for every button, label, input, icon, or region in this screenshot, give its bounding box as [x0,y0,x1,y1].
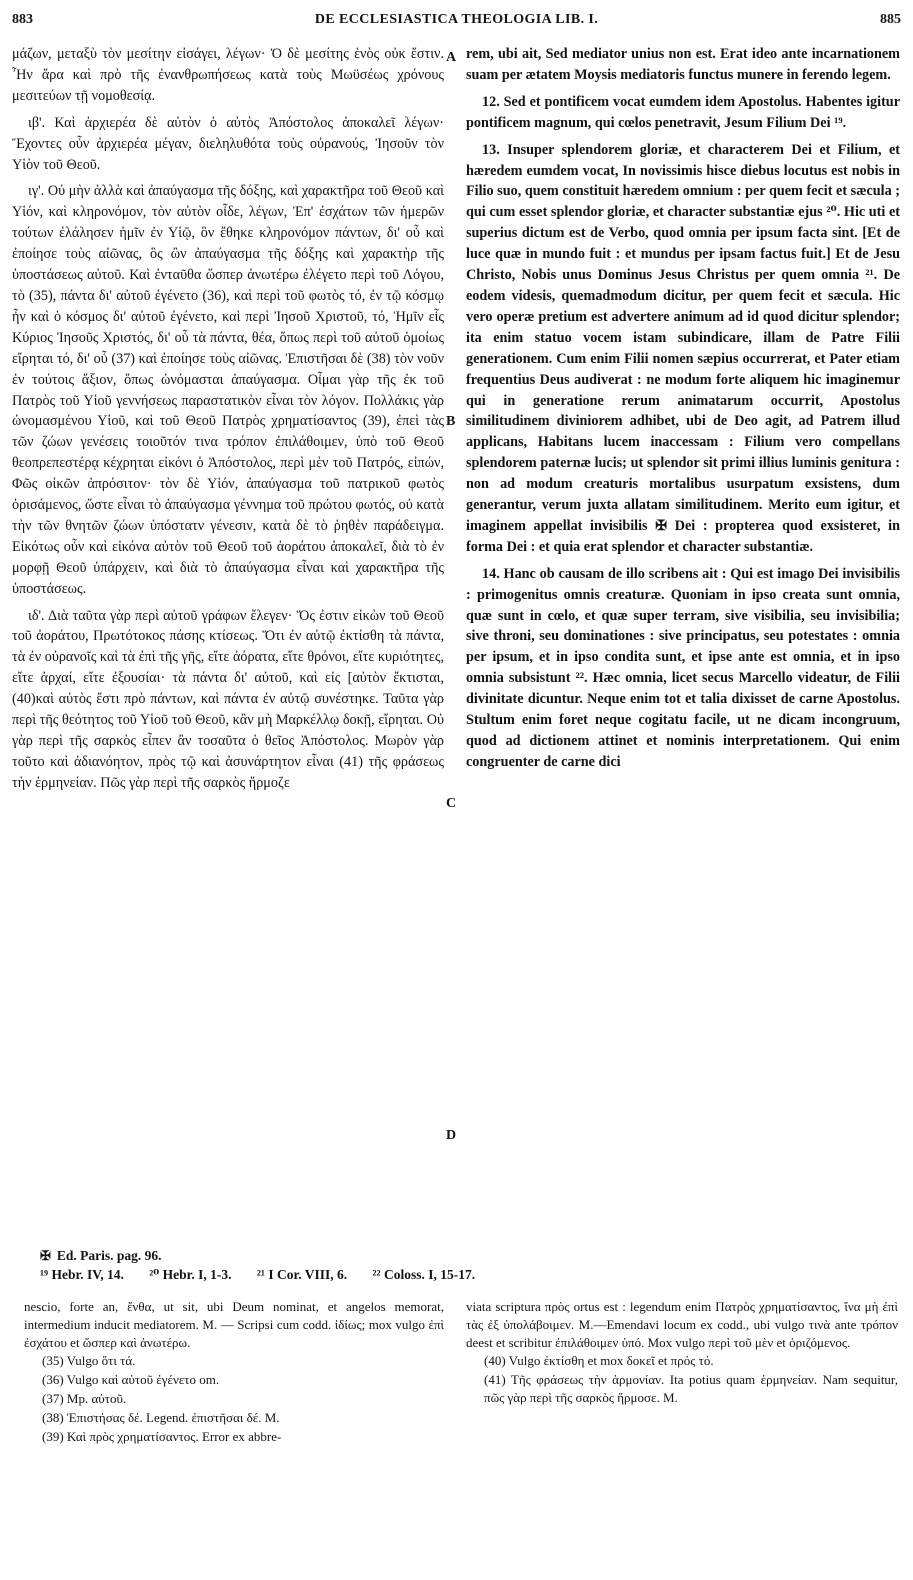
margin-marker: D [446,1128,457,1143]
footnote: (35) Vulgo ὅτι τά. [42,1353,136,1369]
page-number-right: 885 [880,12,901,27]
bible-reference: ²⁰ Hebr. I, 1-3. [149,1267,232,1282]
bible-reference: ²¹ I Cor. VIII, 6. [256,1267,348,1282]
bible-reference: ¹⁹ Hebr. IV, 14. [40,1267,124,1282]
scripture-references [40,1246,900,1284]
page-number-left: 883 [12,12,33,27]
latin-paragraph: rem, ubi ait, Sed mediator unius non est. Erat ideo ante incarnationem suam per ætatem Moysis mediatoris functus munere in ferendo legem. [466,46,900,83]
greek-column [12,44,444,800]
footnote: (39) Καὶ πρὸς χρηματίσαντος. Error ex abbre- [42,1428,282,1444]
footnote: (40) Vulgo ἐκτίσθη et mox δοκεῖ et πρός τό. [484,1353,714,1369]
edition-note: Ed. Paris. pag. 96. [56,1248,162,1263]
footnote: viata scriptura πρὸς ortus est : legendum enim Πατρὸς χρηματίσαντος, ἵνα μὴ ἐπὶ τὰς ἐξ ὑπολάβοιμεν. M.—Emendavi locum ex codd., ubi vulgo τινὰ ante τρόπον deest et scribitur ἐπιλάθοιμεν ὑπό. Mox vulgo περὶ τοῦ μὲν et ὁριζόμενος. [466,1299,898,1350]
running-header [12,12,901,34]
bible-reference: ²² Coloss. I, 15-17. [372,1267,476,1282]
greek-paragraph: ιδ'. Διὰ ταῦτα γὰρ περὶ αὐτοῦ γράφων ἔλεγεν· Ὅς ἐστιν εἰκὼν τοῦ Θεοῦ τοῦ ἀοράτου, Πρωτότοκος πάσης κτίσεως. Ὅτι ἐν αὐτῷ ἐκτίσθη τὰ πάντα, τὰ ἐν οὐρανοῖς καὶ τὰ ἐπὶ τῆς γῆς, εἴτε ἀόρατα, εἴτε θρόνοι, εἴτε κυριότητες, εἴτε ἀρχαί, εἴτε ἐξουσίαι· τὰ πάντα δι' αὐτοῦ, καὶ εἰς [αὐτὸν ἔκτισται, (40)καὶ αὐτὸς ἔστι πρὸ πάντων, καὶ πάντα ἐν αὐτῷ συνέστηκε. Ταῦτα γὰρ περὶ τῆς θεότητος τοῦ Υἱοῦ τοῦ Θεοῦ, κἂν μὴ Μαρκέλλῳ δοκῇ, εἴρηται. Οὐ γὰρ περὶ τῆς σαρκὸς εἶπεν ἂν τοσαῦτα ὁ θεῖος Ἀπόστολος. Μωρὸν γὰρ τοῦτο καὶ ἀδιανόητον, πρὸς τῷ καὶ ἀσυνάρτητον εἶναι (41) τῆς φράσεως τὴν ἑρμηνείαν. Πῶς γὰρ περὶ τῆς σαρκὸς ἥρμοζε [12,607,444,791]
greek-paragraph: ιβ'. Καὶ ἀρχιερέα δὲ αὐτὸν ὁ αὐτὸς Ἀπόστολος ἀποκαλεῖ λέγων· Ἔχοντες οὖν ἀρχιερέα μέγαν, διεληλυθότα τοὺς οὐρανούς, Ἰησοῦν τὸν Υἱὸν τοῦ Θεοῦ. [12,114,444,173]
latin-column [466,44,900,779]
footnote: (41) Τῆς φράσεως τὴν ἁρμονίαν. Ita potius quam ἑρμηνείαν. Nam sequitur, πῶς γὰρ περὶ τῆς σαρκὸς ἥρμοσε. M. [484,1372,898,1405]
footnotes-right [466,1298,898,1408]
running-title: DE ECCLESIASTICA THEOLOGIA LIB. I. [314,12,599,27]
footnotes-left [24,1298,444,1446]
greek-paragraph: ιγ'. Οὐ μὴν ἀλλὰ καὶ ἀπαύγασμα τῆς δόξης, καὶ χαρακτῆρα τοῦ Θεοῦ καὶ Υἱόν, καὶ κληρονόμον, τὸν αὐτὸν οἶδε, λέγων, Ἐπ' ἐσχάτων τῶν ἡμερῶν τούτων ἐλάλησεν ἡμῖν ἐν Υἱῷ, ὃν ἔθηκε κληρονόμον πάντων, δι' οὗ καὶ ἐποίησε τοὺς αἰῶνας, ὃς ὢν ἀπαύγασμα τῆς δόξης καὶ χαρακτὴρ τῆς ὑποστάσεως αὐτοῦ. Καὶ ἐνταῦθα ὥσπερ ἀνωτέρω ἐλέγετο περὶ τοῦ Λόγου, τὸ (35), πάντα δι' αὐτοῦ ἐγένετο (36), καὶ περὶ τοῦ φωτὸς τό, ἐν τῷ κόσμῳ ἦν καὶ ὁ κόσμος δι' αὐτοῦ ἐγένετο, καὶ περὶ Ἰησοῦ Χριστοῦ, τό, Ἡμῖν εἷς Κύριος Ἰησοῦς Χριστός, δι' οὗ τὰ πάντα, θέα, ὅπως περὶ τοῦ αὐτοῦ ὁμοίως εἴρηται τό, δι' οὗ (37) καὶ ἐποίησε τοὺς αἰῶνας. Ἐπιστῆσαι δὲ (38) τὸν νοῦν ἐν τούτοις ἄξιον, ὅπως ὠνόμασται ἀπαύγασμα. Οἶμαι γὰρ τῆς ἐκ τοῦ Πατρὸς τοῦ Υἱοῦ γεννήσεως παραστατικὸν εἶναι τὸν λόγον. Πολλάκις γὰρ ὠνομασμένου Υἱοῦ, καὶ τοῦ Θεοῦ Πατρὸς χρηματίσαντος (39), ἐπεὶ τὰς τῶν ζώων γενέσεις τοιοῦτόν τινα τρόπον ἐπιλάθοιμεν, ὑπὸ τοῦ Θεοῦ θεοπρεπεστέρᾳ κέχρηται εἰκόνι ὁ Ἀπόστολος, περὶ μὲν τοῦ Πατρός, εἰπών, Φῶς οἰκῶν ἀπρόσιτον· τὸν δὲ Υἱόν, ἀπαύγασμα τοῦ πατρικοῦ φωτὸς ὁρισάμενος, ὥστε εἶναι τὸ ἀπαύγασμα γέννημα τοῦ πρώτου φωτός, οὐ κατὰ τὴν τῶν θνητῶν ζώων ὑπόστατν γένεσιν, κατὰ δὲ τὸ ῥηθὲν παράδειγμα. Εἰκότως οὖν καὶ εἰκόνα αὐτὸν τοῦ Θεοῦ τοῦ ἀοράτου ἀποκαλεῖ, διὰ τὸ ἐν μορφῇ Θεοῦ ὑπάρχειν, καὶ διὰ τὸ ἀπαύγασμα εἶναι καὶ χαρακτῆρα τῆς ὑποστάσεως. [12,183,444,597]
margin-marker: A [446,50,457,65]
latin-paragraph: 13. Insuper splendorem gloriæ, et characterem Dei et Filium, et hæredem eumdem vocat, In novissimis hisce diebus locutus est nobis in Filio suo, quem constituit hæredem omnium : per quem fecit et sæcula ; qui cum esset splendor gloriæ, et character substantiæ ejus ²⁰. Hic uti et superius dictum est de Verbo, quod omnia per ipsum facta sint. [Et de luce quæ in mundo fuit : et mundus per ipsam factus fuit.] Et de Jesu Christo, Nobis unus Dominus Jesus Christus per quem omnia ²¹. De eodem videsis, quemadmodum dicitur, per quem fecit et sæcula. Hic vero operæ pretium est advertere animum ad id quod dicitur splendor; ita enim statuo vocem istam subindicare, illam de Patre Filii generationem. Cum enim Filii nomen sæpius occurrerat, et Pater etiam frequentius Deus audiverat : ne modum forte aliquem hic imaginemur qui in generatione rerum animatarum occurrit, Apostolus similitudinem diviniorem adhibet, ubi de Deo agit, ad Patrem illud applicans, Habitans lucem inaccessam : Filium vero compellans splendorem paternæ lucis; ut splendor sit primi illius luminis genitura : non ad modum creaturis mortalibus usurpatum exsistens, dum generantur, verum juxta allatam similitudinem. Merito eum igitur, et imaginem appellat invisibilis ✠ Dei : propterea quod exsisteret, in forma Dei : et quia erat splendor et character substantiæ. [466,141,900,555]
maltese-cross-icon: ✠ [40,1248,51,1263]
footnote: (36) Vulgo καὶ αὐτοῦ ἐγένετο om. [42,1372,220,1388]
latin-paragraph: 12. Sed et pontificem vocat eumdem idem Apostolus. Habentes igitur pontificem magnum, qui cœlos penetravit, Jesum Filium Dei ¹⁹. [466,93,900,131]
footnote: nescio, forte an, ἔνθα, ut sit, ubi Deum nominat, et angelos memorat, intermedium inducit mediatorem. M. — Scripsi cum codd. ἰδίως; mox vulgo ἐπὶ ἐσχάτου et ὥσπερ καὶ ἀνωτέρω. [24,1299,444,1350]
latin-paragraph: 14. Hanc ob causam de illo scribens ait : Qui est imago Dei invisibilis : primogenitus omnis creaturæ. Quoniam in ipso creata sunt omnia, quæ sunt in cœlo, et quæ super terram, sive visibilia, seu invisibilia; sive throni, seu dominationes : sive principatus, seu potestates : omnia per ipsum, et in ipso condita sunt, et ipse ante est omnia, et in ipso omnia subsistunt ²². Hæc omnia, licet secus Marcello videatur, de Filii divinitate dicuntur. Neque enim tot et talia dixisset de carne Apostolus. Stultum enim foret neque cogitatu facile, ut ne dicam incongruum, quod ad dictionem attinet et nominis interpretationem. Qui enim congruenter de carne dici [466,565,900,770]
greek-paragraph: μάζων, μεταξὺ τὸν μεσίτην εἰσάγει, λέγων· Ὁ δὲ μεσίτης ἑνὸς οὐκ ἔστιν. Ἦν ἄρα καὶ πρὸ τῆς ἐνανθρωπήσεως κατὰ τοὺς Μωϋσέως χρόνους μεσιτεύων τῇ νομοθεσίᾳ. [12,46,444,104]
margin-marker: C [446,796,457,811]
footnote: (37) Mp. αὐτοῦ. [42,1390,127,1406]
footnote: (38) Ἐπιστήσας δέ. Legend. ἐπιστῆσαι δέ. M. [42,1409,280,1425]
margin-marker: B [446,414,456,429]
